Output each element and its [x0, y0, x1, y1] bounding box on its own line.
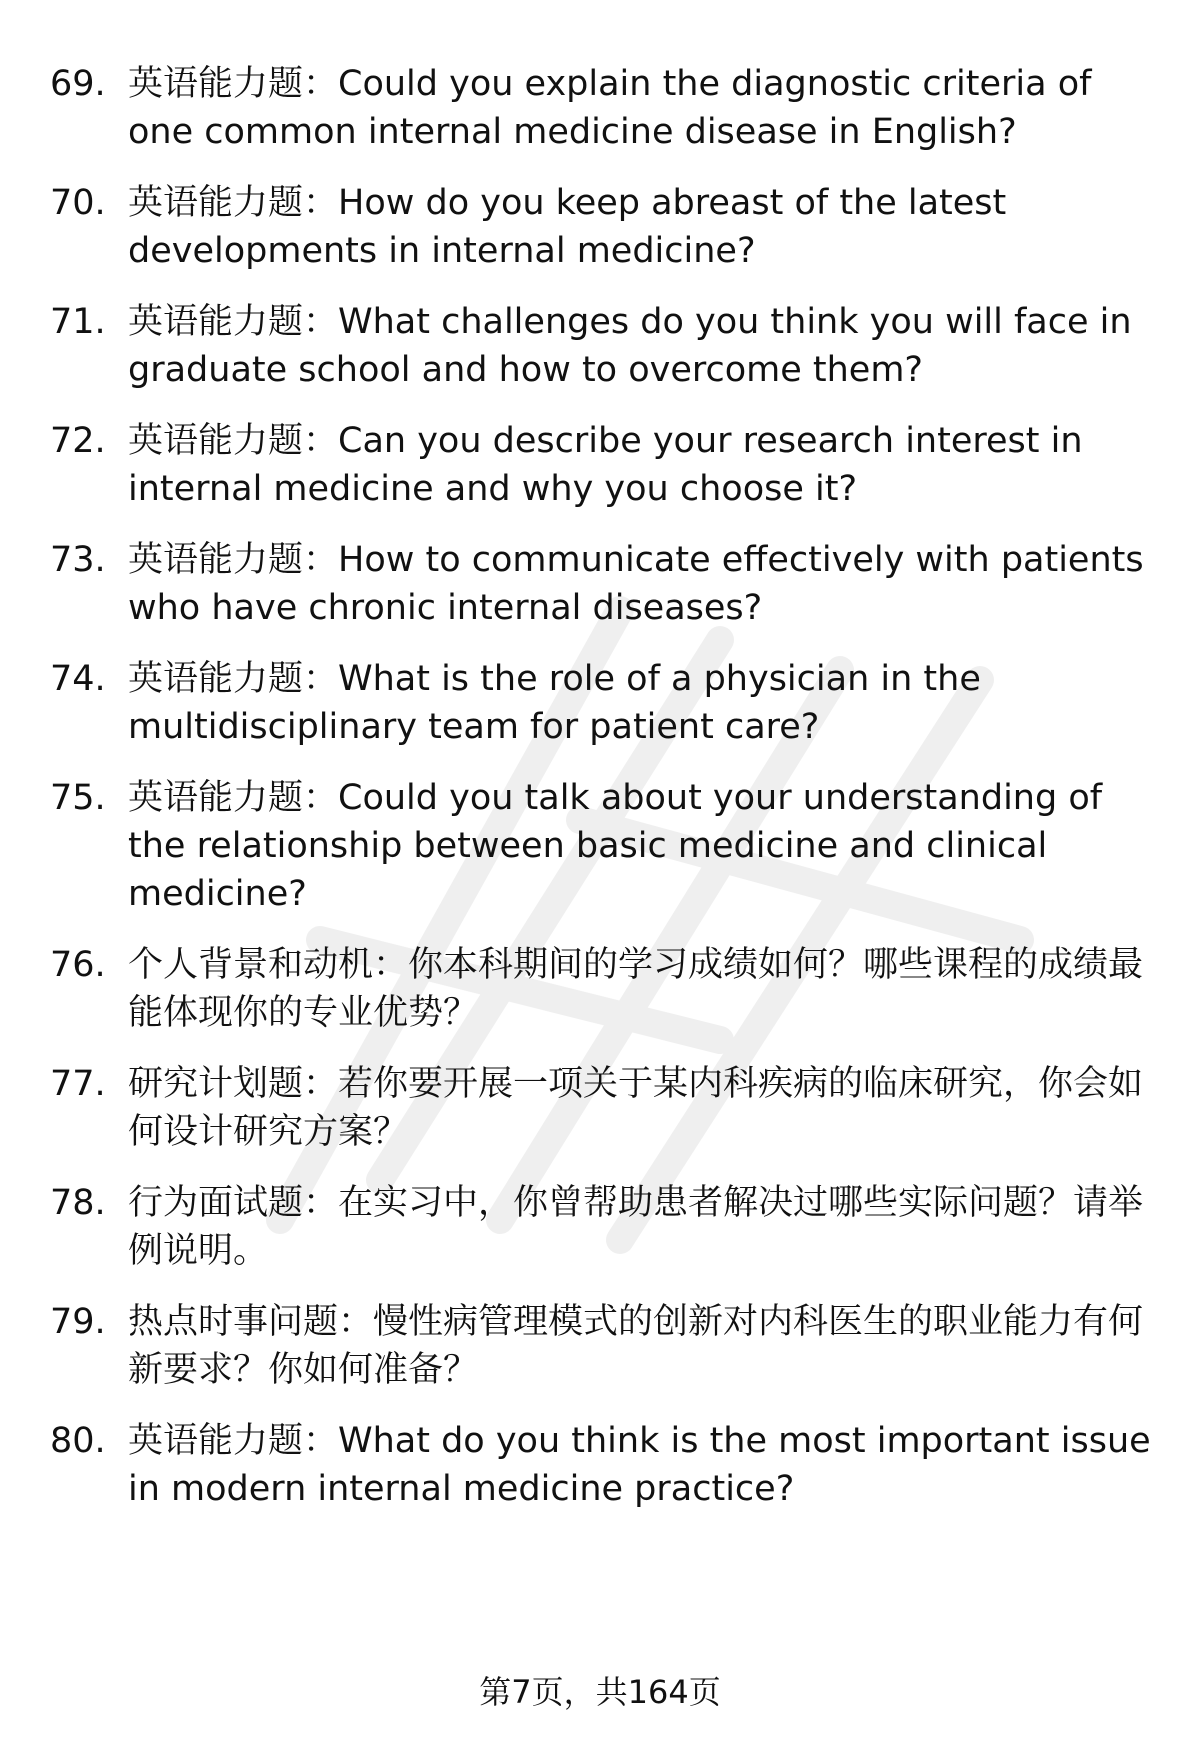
question-number: 73. — [50, 540, 106, 580]
question-text: 英语能力题：Can you describe your research interest in internal medicine and why you choose it? — [128, 421, 1083, 509]
question-item — [50, 1179, 1160, 1275]
question-number: 75. — [50, 778, 106, 818]
question-text: 热点时事问题：慢性病管理模式的创新对内科医生的职业能力有何新要求？你如何准备？ — [128, 1302, 1144, 1390]
question-text: 英语能力题：What is the role of a physician in the multidisciplinary team for patient care? — [128, 659, 981, 747]
question-number: 74. — [50, 659, 106, 699]
question-text: 英语能力题：Could you talk about your understanding of the relationship between basic medicine and clinical medicine? — [128, 778, 1103, 914]
question-item — [50, 1417, 1160, 1513]
question-number: 77. — [50, 1064, 106, 1104]
question-text: 个人背景和动机：你本科期间的学习成绩如何？哪些课程的成绩最能体现你的专业优势？ — [128, 945, 1144, 1033]
question-item — [50, 1060, 1160, 1156]
question-number: 79. — [50, 1302, 106, 1342]
page-number-footer: 第7页，共164页 — [479, 1673, 721, 1711]
question-number: 72. — [50, 421, 106, 461]
question-item — [50, 179, 1160, 275]
question-item — [50, 417, 1160, 513]
question-number: 71. — [50, 302, 106, 342]
question-number: 78. — [50, 1183, 106, 1223]
question-item — [50, 1298, 1160, 1394]
question-text: 行为面试题：在实习中，你曾帮助患者解决过哪些实际问题？请举例说明。 — [128, 1183, 1144, 1271]
question-list — [50, 60, 1160, 1513]
question-item — [50, 298, 1160, 394]
question-item — [50, 655, 1160, 751]
question-number: 76. — [50, 945, 106, 985]
question-item — [50, 774, 1160, 918]
question-item — [50, 941, 1160, 1037]
question-text: 英语能力题：How do you keep abreast of the latest developments in internal medicine? — [128, 183, 1007, 271]
question-item — [50, 60, 1160, 156]
question-text: 英语能力题：What do you think is the most important issue in modern internal medicine practice? — [128, 1421, 1151, 1509]
question-text: 英语能力题：How to communicate effectively with patients who have chronic internal diseases? — [128, 540, 1144, 628]
question-text: 英语能力题：Could you explain the diagnostic criteria of one common internal medicine disease in English? — [128, 64, 1092, 152]
question-number: 80. — [50, 1421, 106, 1461]
question-item — [50, 536, 1160, 632]
question-number: 69. — [50, 64, 106, 104]
question-text: 研究计划题：若你要开展一项关于某内科疾病的临床研究，你会如何设计研究方案？ — [128, 1064, 1144, 1152]
question-text: 英语能力题：What challenges do you think you will face in graduate school and how to overcome them? — [128, 302, 1132, 390]
question-number: 70. — [50, 183, 106, 223]
